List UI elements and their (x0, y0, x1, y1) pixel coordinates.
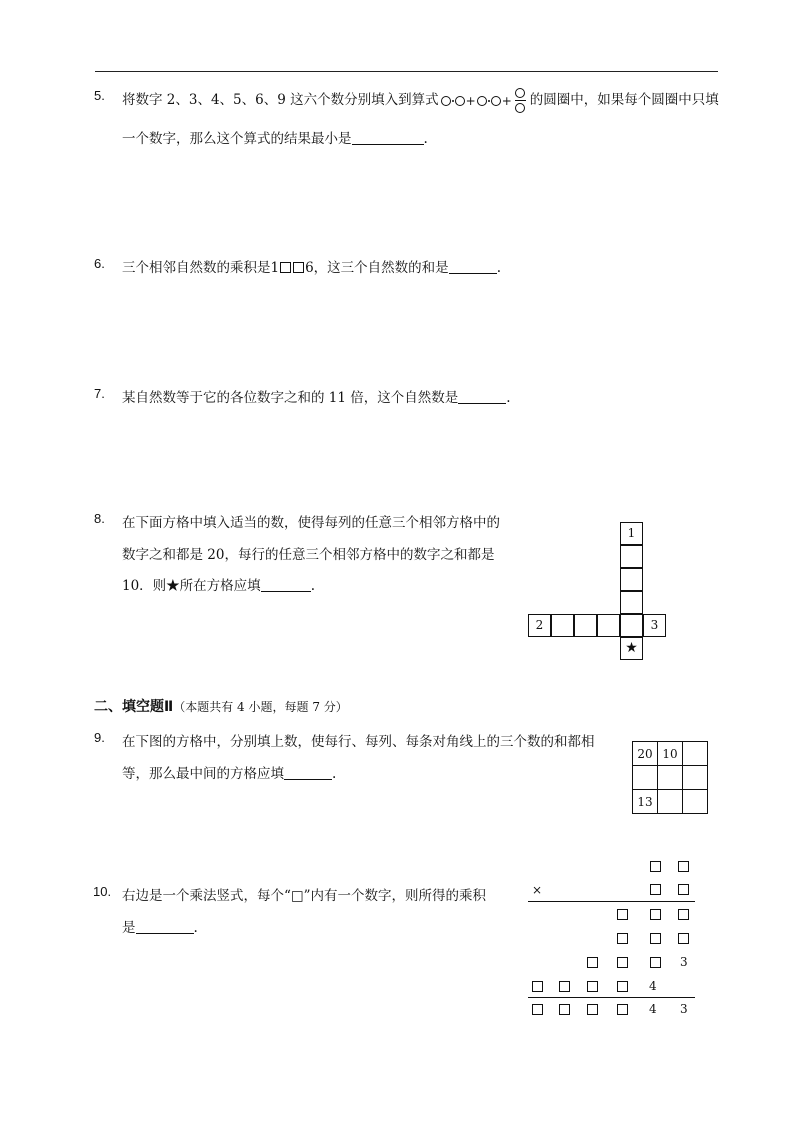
circle-formula (441, 88, 528, 113)
question-5-line-2 (122, 127, 428, 147)
period: . (332, 766, 337, 782)
answer-blank[interactable] (449, 259, 497, 274)
section-heading (94, 696, 348, 716)
question-text: 是 (122, 920, 136, 936)
section-note: （本题共有 4 小题，每题 7 分） (173, 700, 348, 714)
digit-box (650, 909, 661, 920)
question-7-line (122, 386, 511, 406)
question-10-line-2 (122, 916, 198, 936)
given-digit: 3 (680, 955, 688, 969)
answer-blank[interactable] (352, 130, 424, 145)
question-9-line-2 (122, 762, 336, 782)
circle-icon (515, 88, 525, 98)
grid-cell: 1 (620, 522, 643, 545)
circle-icon (477, 96, 487, 106)
digit-box (650, 861, 661, 872)
rule-line (528, 997, 695, 998)
question-number: 8. (94, 511, 105, 526)
answer-blank[interactable] (136, 919, 194, 934)
answer-blank[interactable] (284, 765, 332, 780)
box-icon (280, 262, 291, 273)
digit-box (532, 981, 543, 992)
digit-box (617, 909, 628, 920)
question-text: 在下图的方格中，分别填上数，使每行、每列、每条对角线上的三个数的和都相 (122, 734, 595, 750)
digit-box (678, 861, 689, 872)
grid-cell: 3 (643, 614, 666, 637)
grid-cell (683, 742, 708, 766)
circle-icon (441, 96, 451, 106)
question-8-line-3 (122, 574, 315, 594)
question-text: 在下面方格中填入适当的数，使得每列的任意三个相邻方格中的 (122, 515, 500, 531)
grid-cell: 13 (633, 790, 658, 814)
circle-icon (515, 103, 525, 113)
question-number: 7. (94, 386, 105, 401)
question-text: 将数字 2、3、4、5、6、9 这六个数分别填入到算式 (122, 92, 439, 108)
dot-icon (488, 100, 490, 102)
given-digit: 4 (649, 1002, 657, 1016)
grid-cell (683, 766, 708, 790)
digit-box (617, 957, 628, 968)
plus-icon: + (465, 93, 476, 108)
period: . (506, 390, 511, 406)
answer-blank[interactable] (261, 577, 311, 592)
grid-cell (620, 568, 643, 591)
grid-cell: 2 (528, 614, 551, 637)
digit-box (617, 1004, 628, 1015)
circle-icon (491, 96, 501, 106)
question-text: 某自然数等于它的各位数字之和的 11 倍，这个自然数是 (122, 390, 459, 406)
question-5-line-1 (122, 88, 719, 113)
circle-icon (455, 96, 465, 106)
digit-box (650, 884, 661, 895)
grid-cell (620, 591, 643, 614)
grid-cell (620, 545, 643, 568)
grid-cell (574, 614, 597, 637)
grid-cell (551, 614, 574, 637)
question-number: 9. (94, 730, 105, 745)
digit-box (678, 909, 689, 920)
digit-box (617, 933, 628, 944)
period: . (310, 578, 315, 594)
digit-box (678, 933, 689, 944)
digit-box (587, 981, 598, 992)
period: . (496, 260, 501, 276)
section-title: 二、填空题Ⅱ (94, 699, 174, 715)
grid-cell (633, 766, 658, 790)
dot-icon (452, 100, 454, 102)
grid-cell (683, 790, 708, 814)
grid-cell (597, 614, 620, 637)
digit-box (617, 981, 628, 992)
fraction-bar (515, 100, 526, 101)
plus-icon: + (501, 93, 512, 108)
question-text: 数字之和都是 20，每行的任意三个相邻方格中的数字之和都是 (122, 547, 495, 563)
period: . (423, 131, 428, 147)
grid-cell (658, 766, 683, 790)
grid-cell: 20 (633, 742, 658, 766)
question-text: 三个相邻自然数的乘积是1 (122, 260, 280, 276)
digit-box (650, 957, 661, 968)
digit-box (587, 957, 598, 968)
fraction (515, 88, 526, 113)
digit-box (559, 981, 570, 992)
digit-box (650, 933, 661, 944)
times-sign: × (532, 883, 543, 897)
magic-square-grid (632, 741, 708, 814)
grid-cell (658, 790, 683, 814)
question-number: 5. (94, 88, 105, 103)
digit-box (559, 1004, 570, 1015)
star-cell: ★ (620, 637, 643, 660)
question-6-line (122, 256, 501, 276)
question-number: 10. (93, 884, 112, 899)
question-text: 右边是一个乘法竖式，每个“□”内有一个数字，则所得的乘积 (122, 888, 487, 904)
rule-line (528, 901, 695, 902)
given-digit: 4 (649, 979, 657, 993)
digit-box (587, 1004, 598, 1015)
given-digit: 3 (680, 1002, 688, 1016)
question-text: 6，这三个自然数的和是 (305, 260, 449, 276)
question-text: 等，那么最中间的方格应填 (122, 766, 284, 782)
question-text: 一个数字，那么这个算式的结果最小是 (122, 131, 352, 147)
period: . (193, 920, 198, 936)
box-icon (293, 262, 304, 273)
question-text: 10．则★所在方格应填 (122, 578, 261, 594)
answer-blank[interactable] (458, 389, 506, 404)
question-text: 的圆圈中，如果每个圆圈中只填 (529, 92, 719, 108)
digit-box (678, 884, 689, 895)
grid-cell (620, 614, 643, 637)
digit-box (532, 1004, 543, 1015)
question-number: 6. (94, 256, 105, 271)
top-rule (95, 71, 718, 72)
grid-cell: 10 (658, 742, 683, 766)
